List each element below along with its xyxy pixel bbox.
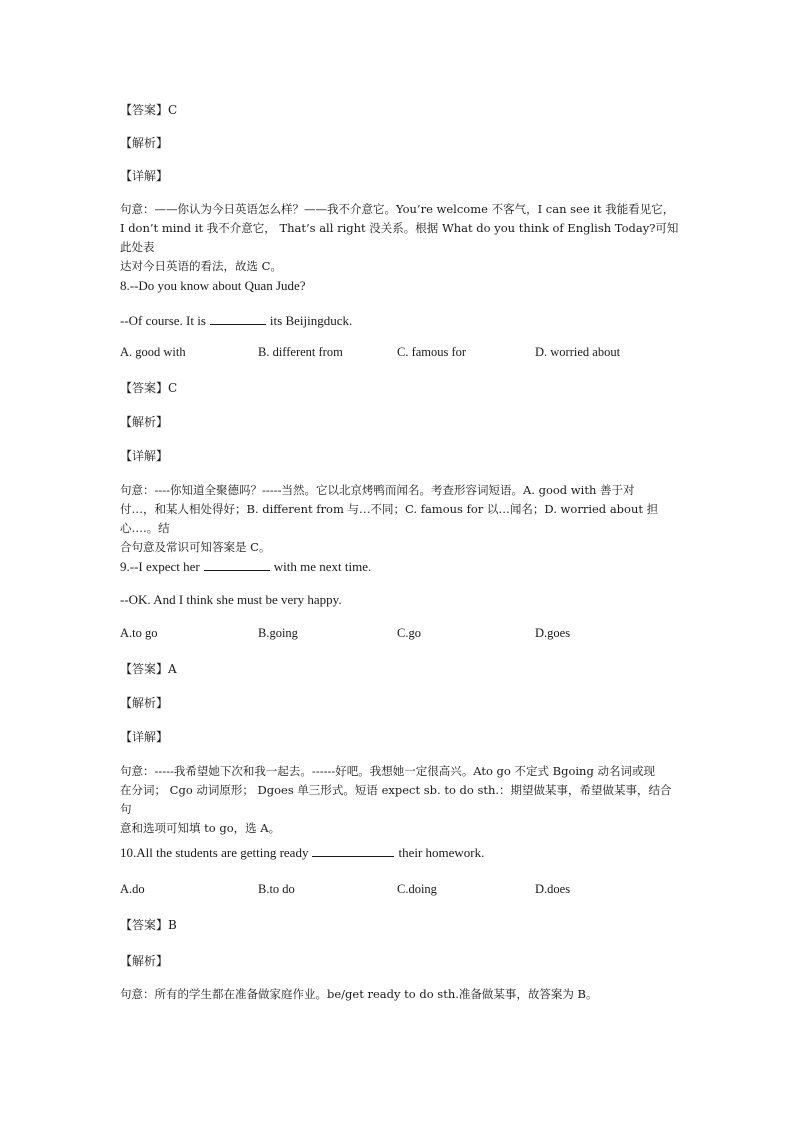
analysis-label: 【解析】 [120,136,169,150]
stem-text: their homework. [398,845,485,860]
explanation-line: 句意：-----我希望她下次和我一起去。------好吧。我想她一定很高兴。Ato go 不定式 Bgoing 动名词或现 [120,764,655,778]
option-b: B.to do [258,882,295,896]
explanation [120,481,680,557]
explanation-line: 达对今日英语的看法，故选 C。 [120,259,282,273]
question-stem: 8.--Do you know about Quan Jude? [120,278,306,293]
answer-label: 【答案】C [120,381,178,395]
option-a: A.do [120,882,145,896]
stem-text: with me next time. [273,559,372,574]
detail-label: 【详解】 [120,449,169,463]
explanation-line: I don’t mind it 我不介意它， That’s all right 没关系。根据 What do you think of English Today?可知此处表 [120,221,679,254]
option-c: C. famous for [397,345,467,359]
stem-text: 9.--I expect her [120,559,200,574]
question-stem [120,312,352,329]
question-stem [120,844,484,861]
answer-label: 【答案】C [120,103,178,117]
stem-text: --Of course. It is [120,313,206,328]
explanation-line: 合句意及常识可知答案是 C。 [120,540,271,554]
option-c: C.go [397,626,421,640]
answer-blank [204,558,270,571]
option-d: D.goes [535,626,571,640]
explanation [120,762,680,838]
option-b: B.going [258,626,298,640]
option-a: A.to go [120,626,158,640]
explanation-line: 在分词； Cgo 动词原形； Dgoes 单三形式。短语 expect sb. to do sth.：期望做某事，希望做某事，结合句 [120,783,672,816]
option-b: B. different from [258,345,343,359]
option-d: D. worried about [535,345,621,359]
stem-text: its Beijingduck. [269,313,353,328]
detail-label: 【详解】 [120,730,169,744]
stem-text: 10.All the students are getting ready [120,845,309,860]
answer-blank [312,844,394,857]
explanation [120,200,680,276]
analysis-label: 【解析】 [120,954,169,968]
detail-label: 【详解】 [120,169,169,183]
option-a: A. good with [120,345,186,359]
question-stem [120,558,371,575]
explanation [120,985,680,1004]
analysis-label: 【解析】 [120,696,169,710]
question-stem: --OK. And I think she must be very happy. [120,592,342,607]
explanation-line: 句意：——你认为今日英语怎么样？——我不介意它。You’re welcome 不客气，I can see it 我能看见它， [120,202,675,216]
answer-label: 【答案】B [120,918,177,932]
analysis-label: 【解析】 [120,415,169,429]
answer-blank [210,312,266,325]
explanation-line: 句意：所有的学生都在准备做家庭作业。be/get ready to do sth.准备做某事，故答案为 B。 [120,987,598,1001]
explanation-line: 句意：----你知道全聚德吗？-----当然。它以北京烤鸭而闻名。考查形容词短语。A. good with 善于对 [120,483,635,497]
explanation-line: 意和选项可知填 to go，选 A。 [120,821,281,835]
answer-label: 【答案】A [120,662,177,676]
explanation-line: 付…，和某人相处得好；B. different from 与…不同；C. famous for 以…闻名；D. worried about 担心….。结 [120,502,659,535]
option-c: C.doing [397,882,437,896]
option-d: D.does [535,882,571,896]
